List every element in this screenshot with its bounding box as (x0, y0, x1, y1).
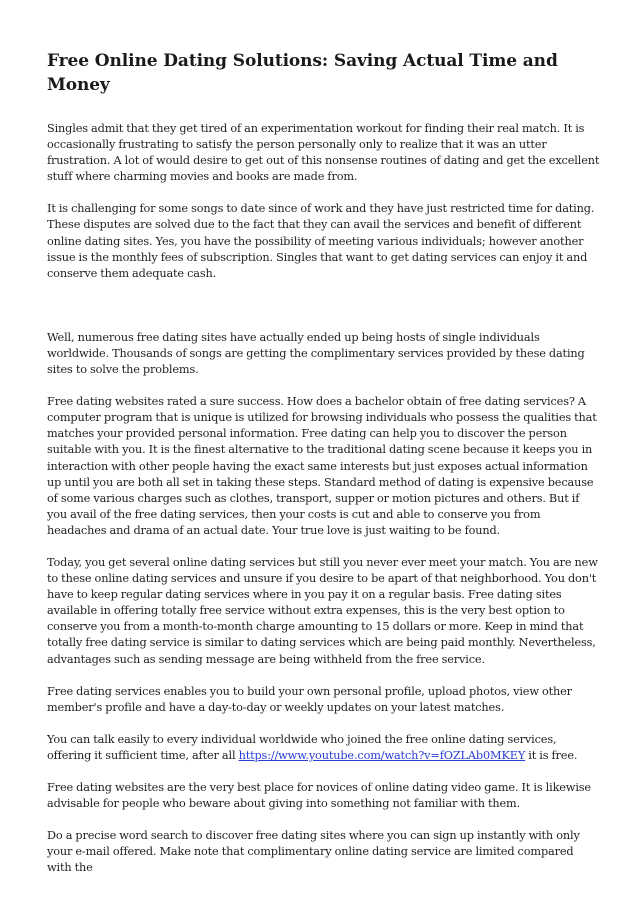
paragraph-talk-worldwide (47, 732, 600, 764)
paragraph-build-profile: Free dating services enables you to build your own personal profile, upload photos, view other member's profile and have a day-to-day or weekly updates on your latest matches. (47, 684, 572, 714)
paragraph-talk-text: You can talk easily to every individual worldwide who joined the free online dating services, offering it sufficient time, after all (47, 732, 557, 762)
paragraph-free-sites-hosts: Well, numerous free dating sites have actually ended up being hosts of single individuals worldwide. Thousands of songs are getting the complimentary services provided by these dating sites to solve the problems. (47, 330, 585, 377)
paragraph-novices: Free dating websites are the very best place for novices of online dating video game. It is likewise advisable for people who beware about giving into something not familiar with them. (47, 781, 591, 811)
paragraph-sure-success: Free dating websites rated a sure success. How does a bachelor obtain of free dating services? A computer program that is unique is utilized for browsing individuals who possess the qualities that matches your provided personal information. Free dating can help you to discover the person suitable with you. It is the finest alternative to the traditional dating scene because it keeps you in interaction with other people having the exact same interests but just exposes actual information up until you are both all set in taking these steps. Standard method of dating is expensive because of some various charges such as clothes, transport, supper or motion pictures and others. But if you avail of the free dating services, then your costs is cut and able to conserve you from headaches and drama of an actual date. Your true love is just waiting to be found. (47, 395, 597, 537)
paragraph-intro: Singles admit that they get tired of an experimentation workout for finding their real match. It is occasionally frustrating to satisfy the person personally only to realize that it was an utter frustration. A lot of would desire to get out of this nonsense routines of dating and get the excellent stuff where charming movies and books are made from. (47, 122, 600, 184)
paragraph-never-meet-match: Today, you get several online dating services but still you never ever meet your match. You are new to these online dating services and unsure if you desire to be apart of that neighborhood. You don't have to keep regular dating services where in you pay it on a regular basis. Free dating sites available in offering totally free service without extra expenses, this is the very best option to conserve you from a month-to-month charge amounting to 15 dollars or more. Keep in mind that totally free dating service is similar to dating services which are being paid monthly. Nevertheless, advantages such as sending message are being withheld from the free service. (47, 555, 598, 666)
paragraph-talk-text-end: it is free. (525, 748, 578, 762)
paragraph-word-search: Do a precise word search to discover free dating sites where you can sign up instantly with only your e-mail offered. Make note that complimentary online dating service are limited compared with the (47, 829, 580, 875)
youtube-link[interactable]: https://www.youtube.com/watch?v=fOZLAb0MKEY (238, 748, 526, 762)
document-title: Free Online Dating Solutions: Saving Actual Time and Money (47, 51, 558, 95)
paragraph-time-constraints: It is challenging for some songs to date since of work and they have just restricted time for dating. These disputes are solved due to the fact that they can avail the services and benefit of different online dating sites. Yes, you have the possibility of meeting various individuals; however another issue is the monthly fees of subscription. Singles that want to get dating services can enjoy it and conserve them adequate cash. (47, 202, 595, 280)
document-body (47, 49, 600, 892)
